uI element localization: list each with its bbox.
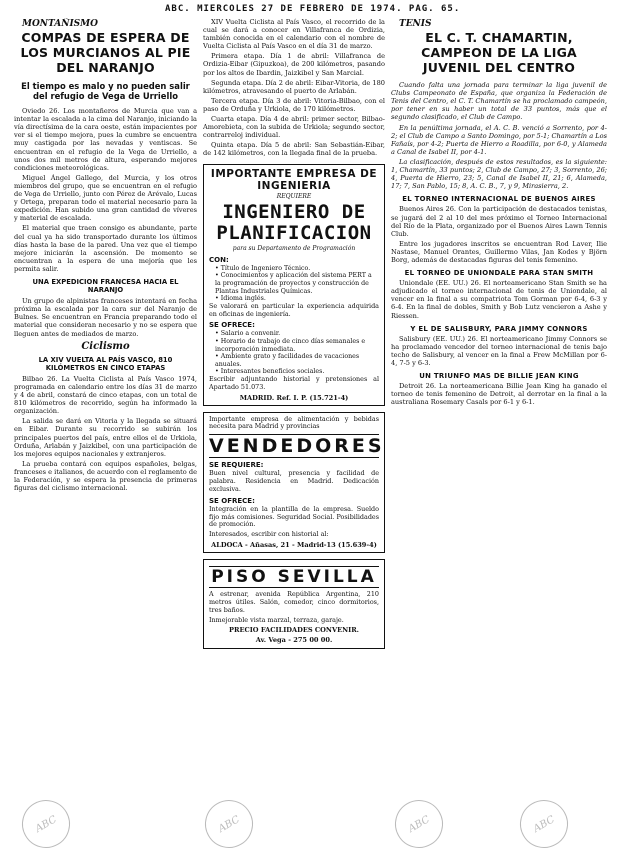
ad-req: Buen nivel cultural, presencia y facilidad de palabra. Residencia en Madrid. Dedicación exclusiva. — [209, 469, 379, 493]
subheadline: UN TRIUNFO MAS DE BILLIE JEAN KING — [419, 372, 579, 381]
article-paragraph: La salida se dará en Vitoria y la llegada se situará en Eibar. Durante su recorrido se subirán los principales puertos del país, entre ellos el de Urkiola, Orduña, Arlabán y Jaizkibel, con una participación de los mejores equipos nacionales y extranjeros. — [14, 417, 197, 458]
page-header: ABC. MIERCOLES 27 DE FEBRERO DE 1974. PAG. 65. — [165, 4, 461, 14]
list-item: • Título de Ingeniero Técnico. — [215, 265, 379, 273]
article-paragraph: Un grupo de alpinistas franceses intentará en fecha próxima la escalada por la cara sur del Naranjo de Bulnes. Se encuentran en Francia preparando todo el material que consideran necesario y no se espera que lleguen antes de mediados de marzo. — [14, 297, 197, 338]
ad-footer: PRECIO FACILIDADES CONVENIR. — [229, 626, 359, 635]
watermark-seal: ABC — [511, 791, 577, 857]
ad-ofrece-head: SE OFRECE: — [209, 321, 255, 330]
section-kicker: MONTAÑISMO — [22, 19, 98, 29]
article-paragraph: Uniondale (EE. UU.) 26. El norteamericano Stan Smith se ha adjudicado el torneo internacional de tenis de Uniondale, al vencer en la final a su compatriota Tom Gorman por 6-4, 6-3 y 6-4. En la final de dobles, Smith y Bob Lutz vencieron a Ashe y Riessen. — [391, 279, 607, 320]
column-middle — [203, 18, 385, 853]
column-right — [391, 18, 607, 853]
article-paragraph: Bilbao 26. La Vuelta Ciclista al País Vasco 1974, programada en calendario entre los días 31 de marzo y 4 de abril, constará de cinco etapas, con un total de 810 kilómetros de recorrido, según ha informado la organización. — [14, 374, 197, 416]
ad-note: Inmejorable vista marzal, terraza, garaje. — [209, 615, 344, 624]
main-headline: COMPAS DE ESPERA DE LOS MURCIANOS AL PIE DEL NARANJO — [20, 30, 191, 76]
ad-requiere: REQUIERE — [276, 192, 312, 200]
article-paragraph: Oviedo 26. Los montañeros de Murcia que van a intentar la escalada a la cima del Naranjo, iniciando la vía directísima de la cara oeste, están impacientes por ver si el tiempo mejora, pues la cumbre se encuentra muy castigada por las nevadas y ventiscas. Se encuentran en el refugio de la Vega de Urriello, a unos dos mil metros de altura, esperando mejores condiciones meteorológicas. — [14, 107, 197, 172]
column-left — [14, 18, 197, 853]
list-item: • Horario de trabajo de cinco días semanales e incorporación inmediata. — [215, 338, 379, 353]
article-paragraph: Tercera etapa. Día 3 de abril: Vitoria-Bilbao, con el paso de Orduña y Urkiola, de 170 kilómetros. — [203, 96, 385, 113]
article-paragraph: Cuarta etapa. Día 4 de abril: primer sector, Bilbao-Amorebieta, con la subida de Urkiola; segundo sector, contrarreloj individual. — [203, 115, 385, 140]
ad-company: IMPORTANTE EMPRESA DE INGENIERIA — [210, 167, 378, 192]
article-paragraph: La clasificación, después de estos resultados, es la siguiente: 1, Chamartín, 33 puntos; 2, Club de Campo, 27; 3, Sorrento, 26; 4, Puerta de Hierro, 23; 5, Canal de Isabel II, 21; 6, Alameda, 17; 7, San Pablo, 15; 8, A. C. B., 7, y 9, Mirasierra, 2. — [391, 157, 607, 191]
list-item: • Interesantes beneficios sociales. — [215, 368, 379, 376]
ad-department: para su Departamento de Programación — [232, 244, 356, 252]
ad-position: INGENIERO DE PLANIFICACION — [216, 200, 372, 244]
subheadline: Y EL DE SALISBURY, PARA JIMMY CONNORS — [410, 324, 588, 333]
main-headline: EL C. T. CHAMARTIN, CAMPEON DE LA LIGA JUVENIL DEL CENTRO — [421, 30, 577, 76]
article-paragraph: Cuando falta una jornada para terminar la liga juvenil de Clubs Campeonato de España, que organiza la Federación de Tenis del Centro, el C. T. Chamartín se ha proclamado campeón, por tener en su haber un total de 33 puntos, más que el segundo clasificado, el Club de Campo. — [391, 81, 607, 122]
ad-contact: Escribir adjuntando historial y pretensiones al Apartado 51.073. — [209, 375, 379, 391]
list-item: • Conocimientos y aplicación del sistema PERT a la programación de proyectos y construcción de Plantas Industriales Químicas. — [215, 272, 379, 295]
ad-contact: Interesados, escribir con historial al: — [209, 530, 329, 539]
article-paragraph: Buenos Aires 26. Con la participación de destacados tenistas, se jugará del 2 al 10 del mes próximo el Torneo Internacional del Río de la Plata, organizado por el Buenos Aires Lawn Tennis Club. — [391, 205, 607, 238]
article-paragraph: La prueba contará con equipos españoles, belgas, franceses e italianos, de acuerdo con el reglamento de la Federación, y se espera la presencia de primeras figuras del ciclismo internacional. — [14, 459, 197, 493]
article-paragraph: El material que traen consigo es abundante, parte del cual ya ha sido transportado durante los últimos días hasta la base de la pared. Una vez que el tiempo mejore iniciarán la ascensión. De momento se encuentran a la espera de una mejoría que les permita salir. — [14, 224, 197, 273]
ad-address: ALDOCA - Añasas, 21 - Madrid-13 (15.639-4) — [211, 541, 377, 550]
subheadline: EL TORNEO DE UNIONDALE PARA STAN SMITH — [404, 269, 594, 278]
ad-body: A estrenar, avenida República Argentina, 210 metros útiles. Salón, comedor, cinco dormitorios, tres baños. — [209, 590, 379, 614]
list-item: • Idioma inglés. — [215, 295, 379, 303]
article-paragraph: Primera etapa. Día 1 de abril: Villafranca de Ordizia-Eibar (Gipuzkoa), de 200 kilómetros, pasando por los altos de Ibardin, Jaizkibel y San Marcial. — [203, 52, 385, 77]
ad-valor: Se valorará en particular la experiencia adquirida en oficinas de ingeniería. — [209, 301, 379, 318]
italic-article — [391, 81, 607, 190]
ad-ofr: Integración en la plantilla de la empresa. Sueldo fijo más comisiones. Seguridad Social. Posibilidades de promoción. — [209, 504, 379, 529]
article-paragraph: Quinta etapa. Día 5 de abril: San Sebastián-Eibar, de 142 kilómetros, con la llegada final de la prueba. — [203, 141, 385, 158]
ad-address: Av. Vega - 275 00 00. — [255, 636, 333, 645]
ad-address: MADRID. Ref. I. P. (15.721-4) — [239, 393, 349, 402]
watermark-seal: ABC — [196, 791, 262, 857]
list-item: • Salario a convenir. — [215, 330, 379, 338]
article-paragraph: Detroit 26. La norteamericana Billie Jean King ha ganado el torneo de tenis femenino de Detroit, al derrotar en la final a la australiana Rosemary Casals por 6-1 y 6-1. — [391, 382, 607, 407]
watermark-seal: ABC — [13, 791, 79, 857]
ad-req-head: SE REQUIERE: — [209, 461, 264, 470]
article-paragraph: Miguel Ángel Gallego, del Murcia, y los otros miembros del grupo, que se encuentran en el refugio de Vega de Urriello, junto con Pérez de Arévalo, Lucas y Ortega, preparan todo el material necesario para la expedición. Han subido una gran cantidad de víveres y material de escalada. — [14, 173, 197, 223]
subheadline: EL TORNEO INTERNACIONAL DE BUENOS AIRES — [402, 195, 596, 204]
job-ad-vendedores — [203, 412, 385, 553]
ad-title: VENDEDORES — [209, 435, 385, 458]
property-ad — [203, 559, 385, 648]
ad-benefits-list — [209, 330, 379, 376]
article-paragraph: Segunda etapa. Día 2 de abril: Eibar-Vitoria, de 180 kilómetros, atravesando el puerto de Arlabán. — [203, 78, 385, 95]
article-paragraph: Entre los jugadores inscritos se encuentran Rod Laver, Ilie Nastase, Manuel Orantes, Guillermo Vilas, Jan Kodes y Björn Borg, además de destacadas figuras del tenis femenino. — [391, 239, 607, 264]
section-kicker: TENIS — [399, 19, 432, 29]
ad-title: PISO SEVILLA — [209, 566, 379, 588]
ad-con-head: CON: — [209, 255, 229, 264]
ad-requirements-list — [209, 265, 379, 303]
headline-deck: El tiempo es malo y no pueden salir del refugio de Vega de Urriello — [21, 81, 190, 102]
job-ad-engineer — [203, 164, 385, 406]
article-paragraph: En la penúltima jornada, el A. C. B. venció a Sorrento, por 4-2; el Club de Campo a Santo Domingo, por 5-1; Chamartín a Los Fañaís, por 4-2; Puerta de Hierro a Roadilla, por 6-0, y Alameda a Canal de Isabel II, por 4-1. — [391, 123, 607, 156]
subheadline: LA XIV VUELTA AL PAÍS VASCO, 810 KILÓMETROS EN CINCO ETAPAS — [38, 355, 173, 372]
section-title: Ciclismo — [81, 340, 130, 352]
ad-intro: Importante empresa de alimentación y bebidas necesita para Madrid y provincias — [209, 414, 379, 431]
subheadline: UNA EXPEDICION FRANCESA HACIA EL NARANJO — [32, 277, 179, 295]
article-paragraph: Salisbury (EE. UU.) 26. El norteamericano Jimmy Connors se ha proclamado vencedor del torneo internacional de tenis bajo techo de Salisbury, al vencer en la final a Frew McMillan por 6-4, 7-5 y 6-3. — [391, 334, 607, 367]
ad-ofr-head: SE OFRECE: — [209, 496, 255, 505]
article-paragraph: XIV Vuelta Ciclista al País Vasco, el recorrido de la cual se dará a conocer en Villafranca de Ordizia, también conocida en el calendario con el nombre de Vuelta Ciclista al País Vasco en el día 31 de marzo. — [203, 18, 385, 51]
list-item: • Ambiente grato y facilidades de vacaciones anuales. — [215, 353, 379, 368]
watermark-seal: ABC — [386, 791, 452, 857]
